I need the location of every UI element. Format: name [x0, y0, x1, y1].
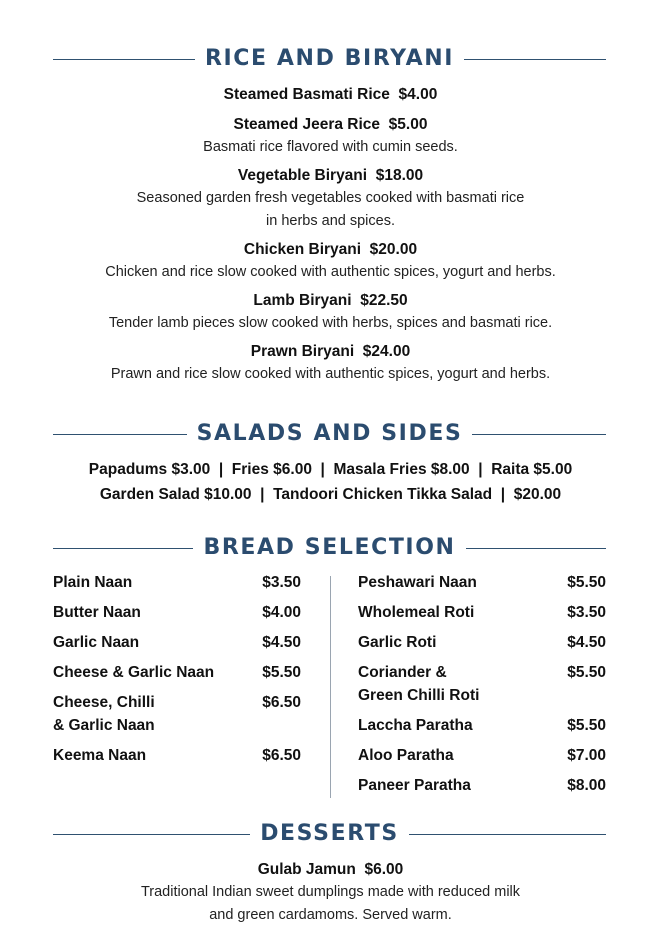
bread-item-price: $4.50 — [262, 634, 301, 651]
menu-item-name: Steamed Jeera Rice $5.00 — [233, 116, 428, 133]
rice-items — [0, 84, 661, 386]
sides-line: Papadums $3.00 | Fries $6.00 | Masala Fries $8.00 | Raita $5.00 — [88, 461, 573, 478]
menu-item-name: Prawn Biryani $24.00 — [250, 343, 411, 360]
bread-section-header — [53, 533, 606, 563]
sides-line: Garden Salad $10.00 | Tandoori Chicken Tikka Salad | $20.00 — [99, 486, 562, 503]
menu-item-name: Vegetable Biryani $18.00 — [237, 167, 424, 184]
bread-item-price: $8.00 — [567, 777, 606, 794]
bread-item-price: $7.00 — [567, 747, 606, 764]
header-rule-right — [464, 59, 606, 60]
bread-item — [358, 631, 606, 654]
bread-item-price: $6.50 — [262, 694, 301, 711]
menu-item-description: Prawn and rice slow cooked with authentic spices, yogurt and herbs. — [110, 366, 551, 382]
bread-item — [358, 774, 606, 797]
section-title: DESSERTS — [260, 821, 399, 846]
bread-item-name: Keema Naan — [53, 747, 147, 764]
bread-item-price: $5.50 — [567, 574, 606, 591]
desserts-items — [0, 859, 661, 927]
header-rule-right — [466, 548, 606, 549]
desserts-section-header — [53, 819, 606, 849]
menu-item-description: Tender lamb pieces slow cooked with herbs, spices and basmati rice. — [108, 315, 553, 331]
menu-item-description: Traditional Indian sweet dumplings made with reduced milk — [140, 884, 521, 900]
menu-item-name: Steamed Basmati Rice $4.00 — [223, 86, 438, 103]
bread-item — [53, 691, 301, 737]
bread-item — [53, 661, 301, 684]
menu-item-description: Seasoned garden fresh vegetables cooked with basmati rice — [136, 190, 525, 206]
bread-item-name: Plain Naan — [53, 574, 133, 591]
section-title: RICE AND BIRYANI — [204, 46, 455, 71]
header-rule-right — [472, 434, 606, 435]
bread-item-price: $4.00 — [262, 604, 301, 621]
header-rule-left — [53, 59, 195, 60]
bread-item — [53, 571, 301, 594]
header-rule-right — [409, 834, 606, 835]
menu-item-description: and green cardamoms. Served warm. — [209, 907, 452, 923]
bread-item-name: Butter Naan — [53, 604, 141, 621]
column-divider — [330, 576, 331, 798]
bread-item — [53, 631, 301, 654]
header-rule-left — [53, 834, 250, 835]
bread-item-name: Garlic Roti — [358, 634, 437, 651]
bread-column-right — [358, 571, 606, 804]
header-rule-left — [53, 548, 193, 549]
menu-item-name: Gulab Jamun $6.00 — [257, 861, 404, 878]
bread-item-price: $4.50 — [567, 634, 606, 651]
header-rule-left — [53, 434, 187, 435]
bread-item-price: $5.50 — [567, 664, 606, 681]
bread-item-name: Laccha Paratha — [358, 717, 473, 734]
menu-item-description: in herbs and spices. — [266, 213, 395, 229]
bread-item-name: Garlic Naan — [53, 634, 140, 651]
bread-item — [53, 601, 301, 624]
section-title: SALADS AND SIDES — [196, 421, 463, 446]
sides-items — [0, 457, 661, 507]
bread-item — [358, 601, 606, 624]
bread-item-name: Wholemeal Roti — [358, 604, 475, 621]
bread-item-price: $3.50 — [262, 574, 301, 591]
bread-item-name: Cheese, Chilli & Garlic Naan — [53, 694, 155, 734]
section-title: BREAD SELECTION — [203, 535, 456, 560]
rice-section-header — [53, 44, 606, 74]
bread-item-name: Coriander & Green Chilli Roti — [358, 664, 480, 704]
bread-item — [358, 661, 606, 707]
bread-item-price: $3.50 — [567, 604, 606, 621]
bread-item — [358, 571, 606, 594]
menu-item-description: Chicken and rice slow cooked with authentic spices, yogurt and herbs. — [105, 264, 556, 280]
bread-item-price: $6.50 — [262, 747, 301, 764]
menu-item-name: Lamb Biryani $22.50 — [253, 292, 408, 309]
bread-item-name: Peshawari Naan — [358, 574, 477, 591]
bread-item — [358, 714, 606, 737]
bread-item-price: $5.50 — [262, 664, 301, 681]
menu-item-name: Chicken Biryani $20.00 — [243, 241, 418, 258]
bread-item-name: Aloo Paratha — [358, 747, 454, 764]
bread-item — [358, 744, 606, 767]
menu-item-description: Basmati rice flavored with cumin seeds. — [203, 139, 458, 155]
sides-section-header — [53, 419, 606, 449]
bread-item-name: Paneer Paratha — [358, 777, 471, 794]
bread-column-left — [53, 571, 301, 774]
bread-item — [53, 744, 301, 767]
bread-item-price: $5.50 — [567, 717, 606, 734]
bread-item-name: Cheese & Garlic Naan — [53, 664, 215, 681]
